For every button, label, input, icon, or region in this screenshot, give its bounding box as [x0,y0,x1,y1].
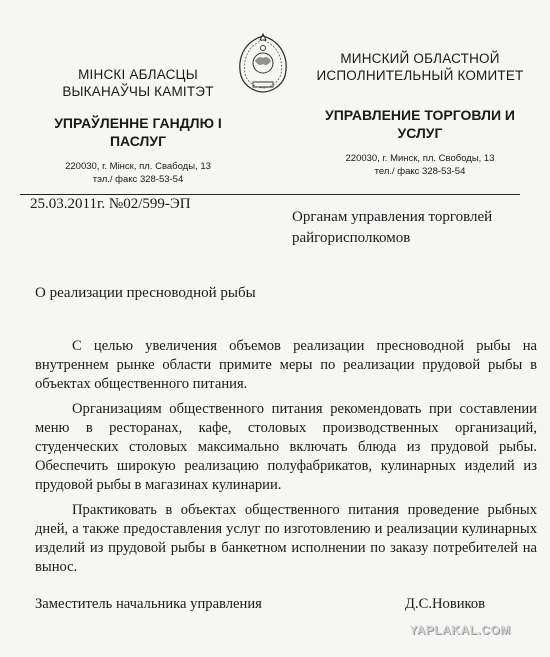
org-name-ru [300,50,540,84]
org-line-1: МІНСКІ АБЛАСЦЫ [78,67,198,82]
body-paragraph-2: Организациям общественного питания рекомендовать при составлении меню в ресторанах, кафе, столовых производственных организаций, студенческих столовых максимально включать блюда из прудовой рыбы. Обеспечить широкую реализацию полуфабрикатов, кулинарных изделий из прудовой рыбы в магазинах кулинарии. [35,401,537,493]
dept-line-1: УПРАЎЛЕННЕ ГАНДЛЮ І [54,115,222,131]
watermark: YAPLAKAL.COM [409,623,511,637]
letter-subject: О реализации пресноводной рыбы [35,285,256,301]
address-ru [300,152,540,178]
org-name-by [18,66,258,100]
signatory-name: Д.С.Новиков [405,596,486,612]
address-line: 220030, г. Мінск, пл. Свабоды, 13 [65,161,211,172]
dept-line-2: ПАСЛУГ [109,133,167,149]
org-line-1: МИНСКИЙ ОБЛАСТНОЙ [340,51,500,66]
recipient-line-2: райгорисполкомов [292,230,411,246]
dept-line-1: УПРАВЛЕНИЕ ТОРГОВЛИ И [325,107,515,123]
belarus-coat-of-arms-icon [233,30,293,96]
dept-name-ru [300,106,540,142]
letterhead-belarusian [18,66,258,186]
signatory-title: Заместитель начальника управления [35,596,262,612]
body-paragraph-3: Практиковать в объектах общественного питания проведение рыбных дней, а также предоставления услуг по изготовлению и реализации кулинарных изделий из прудовой рыбы в банкетном исполнении по заказу потребителей на вынос. [35,502,537,575]
phone-line: тэл./ факс 328-53-54 [92,174,184,185]
address-by [18,160,258,186]
phone-line: тел./ факс 328-53-54 [374,166,466,177]
address-line: 220030, г. Минск, пл. Свободы, 13 [345,153,495,164]
registration-number: 25.03.2011г. №02/599-ЭП [30,196,191,212]
letter-body [35,337,537,583]
letterhead-russian [300,50,540,178]
recipient-line-1: Органам управления торговлей [292,209,493,225]
dept-line-2: УСЛУГ [397,125,443,141]
org-line-2: ВЫКАНАЎЧЫ КАМІТЭТ [62,84,214,99]
header-divider [20,194,520,195]
dept-name-by [18,114,258,150]
org-line-2: ИСПОЛНИТЕЛЬНЫЙ КОМИТЕТ [316,68,524,83]
body-paragraph-1: С целью увеличения объемов реализации пресноводной рыбы на внутреннем рынке области примите меры по реализации прудовой рыбы в объектах общественного питания. [35,338,537,392]
recipient-block [292,207,492,249]
